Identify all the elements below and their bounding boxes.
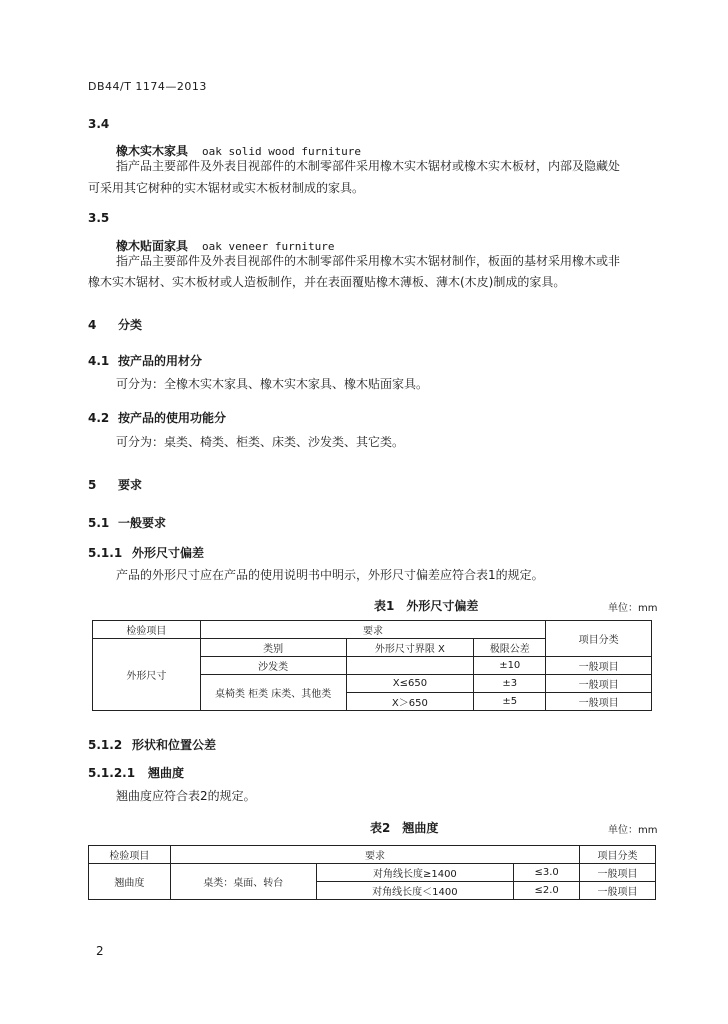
clause-5-1-2-1-title: 翘曲度 [148, 766, 185, 780]
clause-3-4-term-en: oak solid wood furniture [202, 145, 361, 158]
table-row [89, 864, 656, 882]
table1-row2-limit: X≤650 [346, 675, 474, 693]
table2-row2-condition: 对角线长度＜1400 [316, 882, 514, 900]
clause-5-1-1-heading [88, 544, 204, 561]
clause-4-1-text: 可分为：全橡木实木家具、橡木实木家具、橡木贴面家具。 [116, 377, 429, 391]
table1-row2-class: 一般项目 [546, 675, 652, 693]
table1-unit: 单位：mm [608, 603, 658, 614]
document-code: DB44/T 1174—2013 [88, 80, 207, 93]
table1-row3-class: 一般项目 [546, 693, 652, 711]
page-number: 2 [96, 944, 104, 958]
table1-header-class: 项目分类 [546, 621, 652, 657]
clause-3-5-definition-line1: 指产品主要部件及外表目视部件的木制零部件采用橡木实木锯材制作，板面的基材采用橡木或非 [116, 254, 621, 268]
table1-header-category: 类别 [200, 639, 346, 657]
section-4-number: 4 [88, 318, 97, 332]
table1-row23-category: 桌椅类 柜类 床类、其他类 [200, 675, 346, 711]
clause-5-1-title: 一般要求 [118, 516, 167, 530]
clause-3-4-term-cn: 橡木实木家具 [116, 144, 189, 158]
section-4-title: 分类 [118, 318, 143, 332]
table2 [88, 845, 656, 900]
table2-header-requirement: 要求 [170, 846, 579, 864]
table2-item-cell: 翘曲度 [89, 864, 171, 900]
table1-row3-tolerance: ±5 [474, 693, 546, 711]
table2-category-cell: 桌类：桌面、转台 [170, 864, 316, 900]
section-5-number: 5 [88, 478, 97, 492]
clause-5-1-2-1-heading [88, 764, 184, 781]
table2-header-class: 项目分类 [580, 846, 656, 864]
table1-header-item: 检验项目 [93, 621, 201, 639]
clause-3-4-number: 3.4 [88, 117, 110, 131]
table1 [92, 620, 652, 711]
clause-5-1-2-number: 5.1.2 [88, 738, 123, 752]
table1-header-requirement: 要求 [200, 621, 545, 639]
table2-caption: 表2 翘曲度 [370, 821, 439, 835]
table2-unit: 单位：mm [608, 825, 658, 836]
clause-4-2-number: 4.2 [88, 411, 110, 425]
clause-3-5-number: 3.5 [88, 211, 110, 225]
clause-5-1-number: 5.1 [88, 516, 110, 530]
table2-row1-value: ≤3.0 [514, 864, 580, 882]
section-5-heading [88, 476, 142, 493]
clause-3-5-term-en: oak veneer furniture [202, 240, 335, 253]
clause-5-1-heading [88, 514, 166, 531]
table1-header-tolerance: 极限公差 [474, 639, 546, 657]
clause-3-4-definition-line1: 指产品主要部件及外表目视部件的木制零部件采用橡木实木锯材或橡木实木板材，内部及隐藏处 [116, 159, 621, 173]
table2-row1-condition: 对角线长度≥1400 [316, 864, 514, 882]
clause-5-1-1-title: 外形尺寸偏差 [132, 546, 205, 560]
table1-header-limit: 外形尺寸界限 X [346, 639, 474, 657]
clause-5-1-2-1-number: 5.1.2.1 [88, 766, 136, 780]
table2-header-item: 检验项目 [89, 846, 171, 864]
clause-3-5-definition-line2: 橡木实木锯材、实木板材或人造板制作，并在表面覆贴橡木薄板、薄木(木皮)制成的家具。 [88, 275, 566, 289]
clause-3-5-term-cn: 橡木贴面家具 [116, 239, 189, 253]
clause-4-1-title: 按产品的用材分 [118, 354, 203, 368]
clause-4-2-title: 按产品的使用功能分 [118, 411, 227, 425]
table1-row1-limit [346, 657, 474, 675]
clause-5-1-1-number: 5.1.1 [88, 546, 123, 560]
clause-4-1-heading [88, 352, 202, 369]
clause-5-1-1-text: 产品的外形尺寸应在产品的使用说明书中明示，外形尺寸偏差应符合表1的规定。 [116, 568, 544, 582]
table1-caption: 表1 外形尺寸偏差 [374, 599, 479, 613]
table1-row1-tolerance: ±10 [474, 657, 546, 675]
clause-5-1-2-heading [88, 736, 216, 753]
clause-5-1-2-1-text: 翘曲度应符合表2的规定。 [116, 789, 256, 803]
table1-row3-limit: X＞650 [346, 693, 474, 711]
table2-row2-value: ≤2.0 [514, 882, 580, 900]
section-5-title: 要求 [118, 478, 143, 492]
clause-4-2-heading [88, 409, 226, 426]
section-4-heading [88, 316, 142, 333]
clause-5-1-2-title: 形状和位置公差 [132, 738, 217, 752]
table2-row2-class: 一般项目 [580, 882, 656, 900]
table2-row1-class: 一般项目 [580, 864, 656, 882]
table1-row1-category: 沙发类 [200, 657, 346, 675]
clause-3-4-definition-line2: 可采用其它树种的实木锯材或实木板材制成的家具。 [88, 181, 365, 195]
table1-row1-class: 一般项目 [546, 657, 652, 675]
clause-4-2-text: 可分为：桌类、椅类、柜类、床类、沙发类、其它类。 [116, 435, 405, 449]
table1-item-cell: 外形尺寸 [93, 639, 201, 711]
clause-4-1-number: 4.1 [88, 354, 110, 368]
table1-row2-tolerance: ±3 [474, 675, 546, 693]
